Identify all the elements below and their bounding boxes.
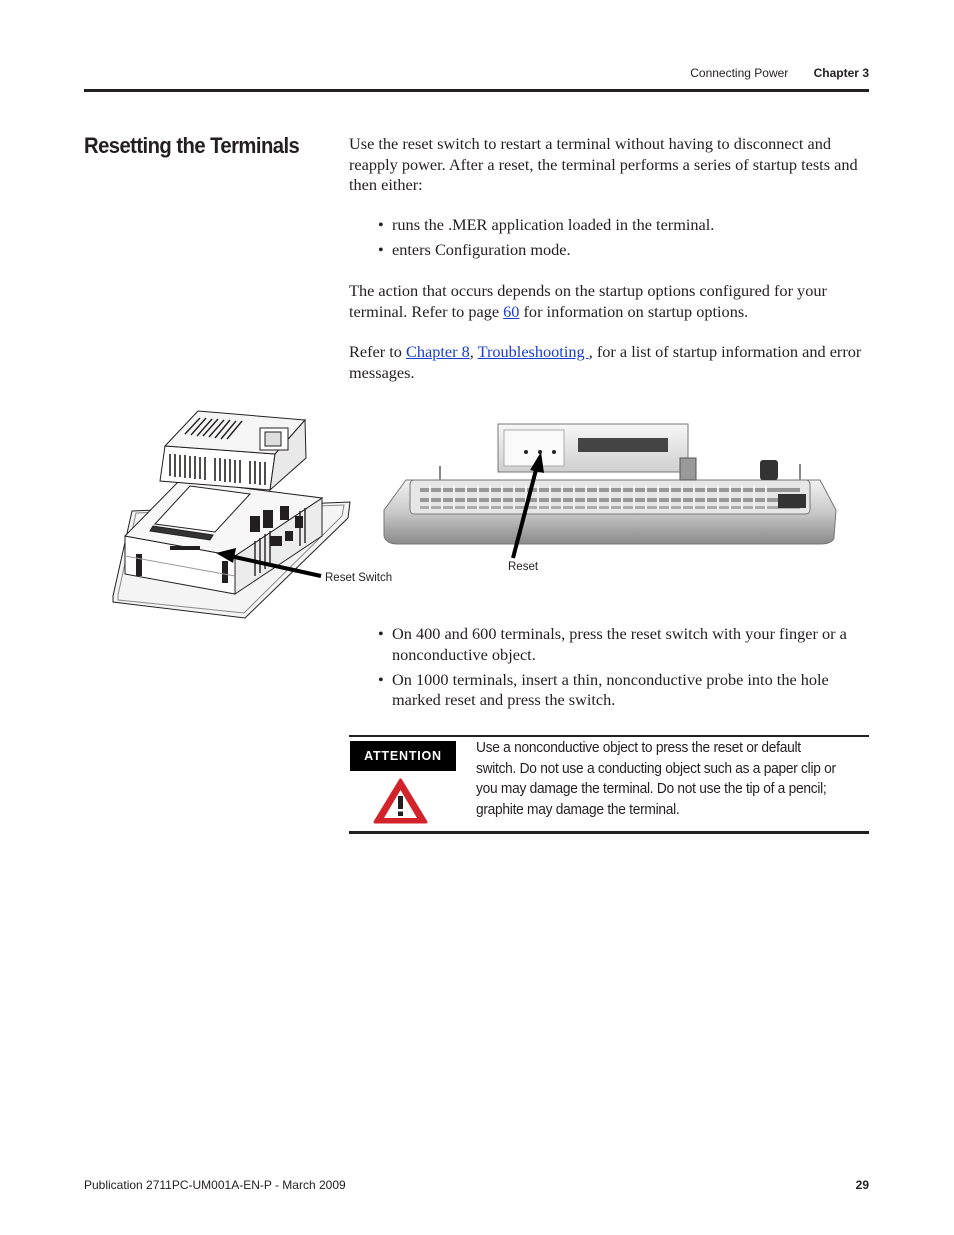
page-60-link[interactable]: 60 [503, 301, 520, 321]
paragraph-text: , for a list of startup information and error messages. [349, 342, 862, 382]
paragraph-text: The action that occurs depends on the startup options configured for your terminal. Refer to page [349, 281, 827, 321]
intro-paragraph: Use the reset switch to restart a terminal without having to disconnect and reapply power. After a reset, the terminal performs a series of startup tests and then either: [349, 134, 858, 194]
list-item: • runs the .MER application loaded in the terminal. [378, 215, 870, 236]
paragraph-text: for information on startup options. [519, 301, 749, 321]
list-item: • enters Configuration mode. [378, 240, 870, 261]
troubleshooting-link[interactable]: Troubleshooting [477, 342, 589, 361]
attention-bottom-rule [349, 831, 869, 834]
list-item: • On 400 and 600 terminals, press the reset switch with your finger or a nonconductive object. [378, 624, 870, 665]
reset-callout: Reset [508, 561, 539, 573]
startup-outcome-list [378, 215, 870, 265]
running-header [84, 66, 869, 82]
attention-message: Use a nonconductive object to press the reset or default switch. Do not use a conducting object such as a paper clip or you may damage the terminal. Do not use the tip of a pencil; graphite may damage the terminal. [476, 740, 836, 818]
troubleshooting-reference-paragraph [349, 342, 869, 383]
section-heading: Resetting the Terminals [84, 133, 300, 158]
header-chapter-label: Chapter 3 [813, 66, 869, 80]
terminal-1000-top-view-illustration [380, 418, 840, 548]
header-section-title: Connecting Power [690, 66, 789, 80]
terminal-400-600-rear-illustration [110, 406, 358, 621]
paragraph-text: Refer to [349, 342, 406, 361]
page-number: 29 [855, 1178, 869, 1192]
paragraph-text: , [469, 342, 478, 361]
publication-id: Publication 2711PC-UM001A-EN-P - March 2009 [84, 1178, 346, 1192]
attention-label: ATTENTION [350, 741, 456, 771]
warning-triangle-icon [373, 777, 428, 825]
reset-procedure-list [378, 624, 870, 715]
header-rule [84, 89, 869, 92]
list-item: • On 1000 terminals, insert a thin, nonconductive probe into the hole marked reset and press the switch. [378, 670, 870, 711]
page-footer [84, 1178, 869, 1194]
startup-options-paragraph [349, 281, 869, 322]
attention-top-rule [349, 735, 869, 737]
chapter-8-link[interactable]: Chapter 8 [405, 342, 470, 361]
reset-switch-callout: Reset Switch [325, 572, 393, 584]
